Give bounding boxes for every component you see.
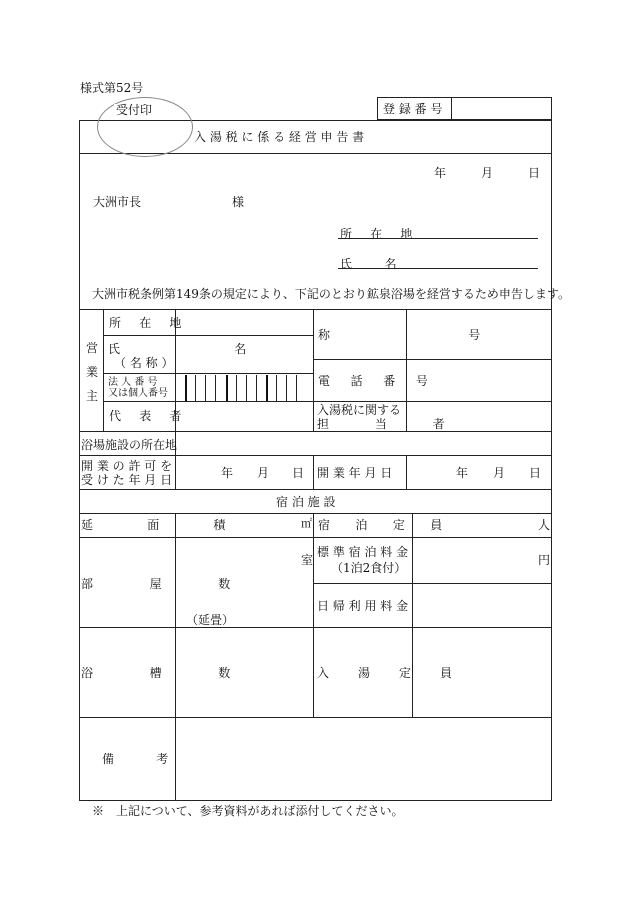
operator-address-field[interactable] <box>176 310 312 334</box>
date-month: 月 <box>481 166 494 180</box>
std-rate-sub: （1泊2食付） <box>331 561 407 575</box>
lodging-header: 宿 泊 施 設 <box>276 495 336 509</box>
floor-area-label: 延 面 積 <box>81 518 251 532</box>
date-day: 日 <box>528 166 541 180</box>
operator-address-label: 所 在 地 <box>109 316 189 330</box>
form-number: 様式第52号 <box>80 81 144 95</box>
capacity-unit: 人 <box>538 518 551 532</box>
footnote: ※ 上記について、参考資料があれば添付してください。 <box>92 804 404 818</box>
operator-group-label-3: 主 <box>86 389 99 403</box>
remarks-field[interactable] <box>176 718 551 800</box>
registration-number-field[interactable] <box>453 98 551 119</box>
operator-name-field[interactable] <box>176 336 312 372</box>
std-rate-label: 標 準 宿 泊 料 金 <box>317 545 409 559</box>
opening-month: 月 <box>493 466 506 480</box>
trade-name-label: 称 号 <box>318 328 548 342</box>
capacity-label: 宿 泊 定 員 <box>318 518 454 532</box>
permit-date-label-2: 受 け た 年 月 日 <box>81 473 173 487</box>
tax-contact-label-1: 入湯税に関する <box>317 403 402 417</box>
rooms-field[interactable] <box>176 538 298 626</box>
bathing-capacity-field[interactable] <box>413 628 551 716</box>
daytrip-label: 日 帰 利 用 料 金 <box>317 599 409 613</box>
statement: 大洲市税条例第149条の規定により、下記のとおり鉱泉浴場を経営するため申告します。 <box>92 287 570 301</box>
rooms-tatami: （延畳） <box>186 613 235 627</box>
rooms-unit: 室 <box>301 553 314 567</box>
remarks-label: 備 考 <box>102 752 188 766</box>
permit-month: 月 <box>257 466 270 480</box>
addressee: 大洲市長 <box>93 195 142 209</box>
permit-day: 日 <box>292 466 305 480</box>
facility-address-field[interactable] <box>176 432 551 454</box>
std-rate-field[interactable] <box>413 538 535 582</box>
applicant-name-label: 氏 名 <box>340 257 412 271</box>
corp-number-label-1: 法 人 番 号 <box>108 377 158 388</box>
applicant-address-field[interactable] <box>400 224 538 238</box>
tax-contact-field[interactable] <box>407 402 551 430</box>
opening-day: 日 <box>529 466 542 480</box>
applicant-address-label: 所 在 地 <box>340 227 420 241</box>
permit-date-label-1: 開 業 の 許 可 を <box>81 459 173 473</box>
registration-number-label: 登 録 番 号 <box>383 102 443 116</box>
capacity-field[interactable] <box>413 514 535 536</box>
phone-field[interactable] <box>407 360 551 400</box>
corp-number-label-2: 又は個人番号 <box>108 388 168 399</box>
operator-name-sub-label: （ 名 称 ） <box>114 356 174 370</box>
honorific: 様 <box>232 195 245 209</box>
operator-group-label-2: 業 <box>86 365 99 379</box>
tax-contact-label-2: 担 当 者 <box>317 417 466 431</box>
facility-address-label: 浴場施設の所在地 <box>81 438 178 452</box>
phone-label: 電 話 番 号 <box>318 374 437 388</box>
form-title: 入 湯 税 に 係 る 経 営 申 告 書 <box>194 130 365 144</box>
trade-name-field[interactable] <box>407 310 551 358</box>
floor-area-unit: ㎡ <box>301 517 312 530</box>
reception-stamp-label: 受付印 <box>116 103 153 117</box>
applicant-name-field[interactable] <box>400 254 538 268</box>
std-rate-unit: 円 <box>538 553 551 567</box>
operator-group-label-1: 営 <box>86 341 99 355</box>
tubs-label: 浴 槽 数 <box>81 666 257 680</box>
bathing-capacity-label: 入 湯 定 員 <box>317 666 465 680</box>
operator-name-label: 氏 名 <box>108 342 302 356</box>
representative-label: 代 表 者 <box>109 409 189 423</box>
floor-area-field[interactable] <box>176 514 298 536</box>
daytrip-field[interactable] <box>413 584 551 626</box>
representative-field[interactable] <box>176 402 312 430</box>
opening-year: 年 <box>456 466 469 480</box>
opening-date-label: 開 業 年 月 日 <box>317 466 393 480</box>
rooms-label: 部 屋 数 <box>81 577 257 591</box>
permit-year: 年 <box>221 466 234 480</box>
tubs-field[interactable] <box>176 628 312 716</box>
date-year: 年 <box>434 166 447 180</box>
corp-number-cells[interactable] <box>176 374 312 401</box>
